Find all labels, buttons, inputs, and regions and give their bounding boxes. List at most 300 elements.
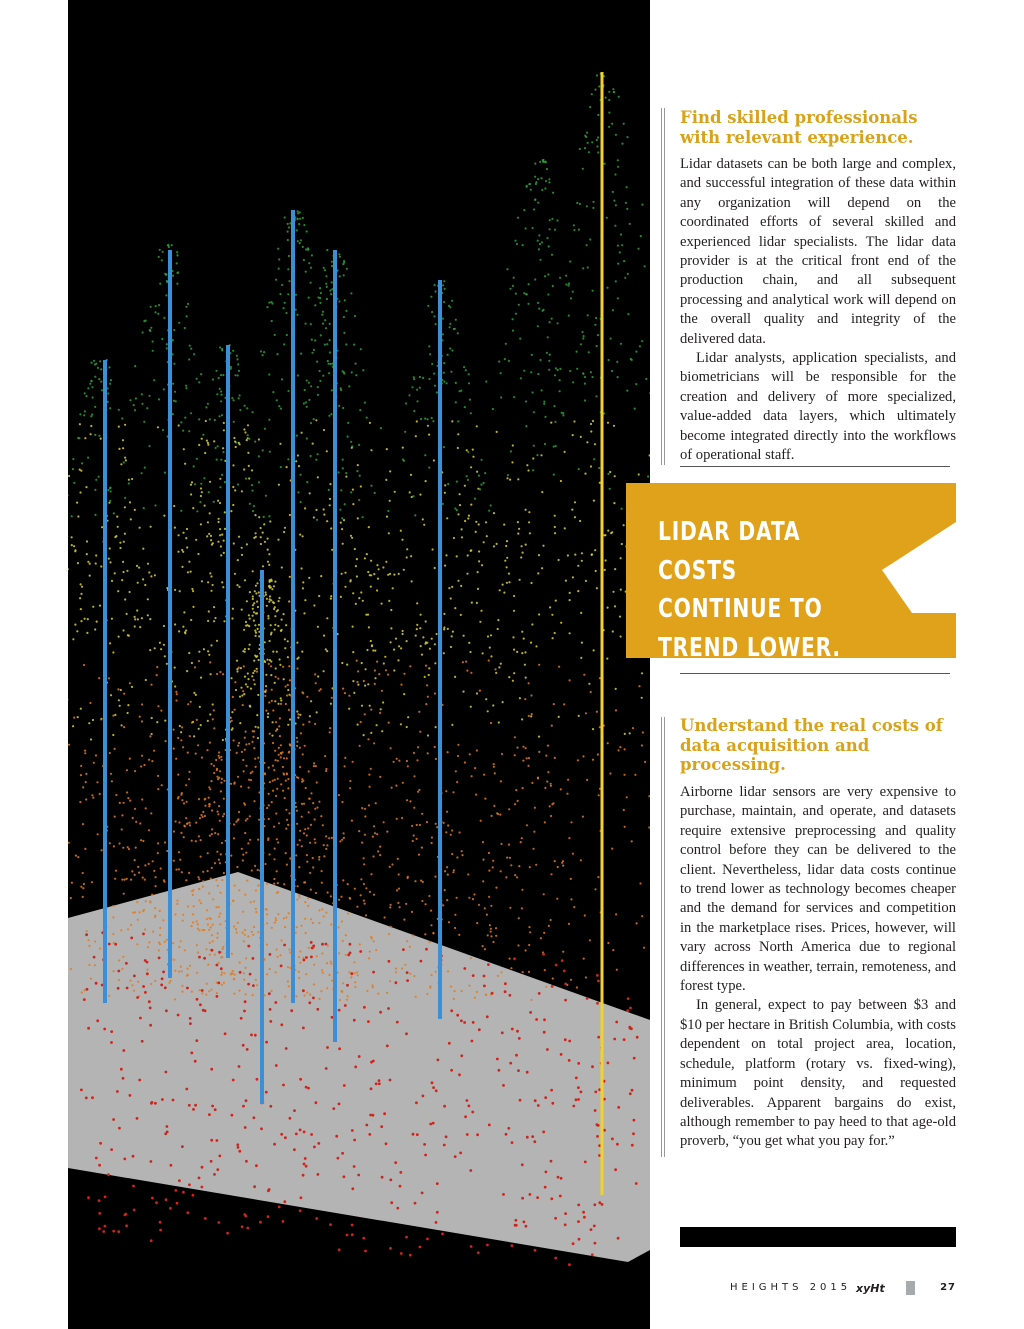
point-cloud-dot (188, 561, 190, 563)
point-cloud-dot (390, 926, 392, 928)
point-cloud-dot (457, 433, 459, 435)
point-cloud-dot (137, 618, 139, 620)
point-cloud-dot (298, 956, 300, 958)
ground-point-dot (177, 1014, 180, 1017)
point-cloud-dot (470, 504, 472, 506)
point-cloud-dot (451, 829, 453, 831)
ground-point-dot (321, 943, 324, 946)
point-cloud-dot (457, 447, 459, 449)
point-cloud-dot (306, 406, 308, 408)
point-cloud-dot (478, 550, 480, 552)
point-cloud-dot (364, 402, 366, 404)
ground-point-dot (554, 1217, 557, 1220)
point-cloud-dot (253, 800, 255, 802)
point-cloud-dot (192, 921, 194, 923)
point-cloud-dot (479, 621, 481, 623)
point-cloud-dot (217, 541, 219, 543)
point-cloud-dot (309, 872, 311, 874)
point-cloud-dot (595, 317, 597, 319)
point-cloud-dot (540, 177, 542, 179)
point-cloud-dot (132, 912, 134, 914)
point-cloud-dot (274, 700, 276, 702)
point-cloud-dot (531, 623, 533, 625)
ground-point-dot (357, 1174, 360, 1177)
point-cloud-dot (352, 489, 354, 491)
point-cloud-dot (254, 514, 256, 516)
ground-point-dot (631, 1144, 634, 1147)
point-cloud-dot (313, 964, 315, 966)
point-cloud-dot (578, 468, 580, 470)
point-cloud-dot (188, 430, 190, 432)
point-cloud-dot (376, 661, 378, 663)
point-cloud-dot (392, 587, 394, 589)
ground-point-dot (591, 1253, 594, 1256)
point-cloud-dot (541, 241, 543, 243)
point-cloud-dot (419, 731, 421, 733)
point-cloud-dot (154, 574, 156, 576)
point-cloud-dot (490, 905, 492, 907)
point-cloud-dot (222, 451, 224, 453)
point-cloud-dot (443, 381, 445, 383)
point-cloud-dot (514, 754, 516, 756)
point-cloud-dot (285, 780, 287, 782)
point-cloud-dot (297, 717, 299, 719)
point-cloud-dot (162, 919, 164, 921)
point-cloud-dot (152, 350, 154, 352)
point-cloud-dot (145, 320, 147, 322)
point-cloud-dot (370, 768, 372, 770)
point-cloud-dot (325, 770, 327, 772)
point-cloud-dot (554, 421, 556, 423)
point-cloud-dot (451, 420, 453, 422)
point-cloud-dot (252, 736, 254, 738)
point-cloud-dot (163, 625, 165, 627)
point-cloud-dot (269, 451, 271, 453)
point-cloud-dot (626, 796, 628, 798)
point-cloud-dot (300, 501, 302, 503)
point-cloud-dot (214, 419, 216, 421)
point-cloud-dot (409, 973, 411, 975)
point-cloud-dot (267, 538, 269, 540)
point-cloud-dot (638, 473, 640, 475)
point-cloud-dot (522, 244, 524, 246)
point-cloud-dot (127, 928, 129, 930)
point-cloud-dot (444, 565, 446, 567)
point-cloud-dot (198, 929, 200, 931)
point-cloud-dot (186, 801, 188, 803)
point-cloud-dot (420, 418, 422, 420)
point-cloud-dot (482, 859, 484, 861)
point-cloud-dot (283, 613, 285, 615)
point-cloud-dot (299, 747, 301, 749)
point-cloud-dot (299, 830, 301, 832)
point-cloud-dot (278, 725, 280, 727)
point-cloud-dot (247, 842, 249, 844)
point-cloud-dot (431, 311, 433, 313)
point-cloud-dot (323, 844, 325, 846)
point-cloud-dot (393, 574, 395, 576)
point-cloud-dot (545, 755, 547, 757)
point-cloud-dot (356, 681, 358, 683)
ground-point-dot (563, 970, 566, 973)
point-cloud-dot (639, 882, 641, 884)
ground-point-dot (85, 1097, 88, 1100)
point-cloud-dot (283, 883, 285, 885)
point-cloud-dot (243, 665, 245, 667)
point-cloud-dot (300, 732, 302, 734)
point-cloud-dot (401, 817, 403, 819)
point-cloud-dot (297, 212, 299, 214)
point-cloud-dot (269, 595, 271, 597)
point-cloud-dot (299, 950, 301, 952)
point-cloud-dot (245, 743, 247, 745)
point-cloud-dot (496, 543, 498, 545)
ground-point-dot (308, 1001, 311, 1004)
point-cloud-dot (381, 603, 383, 605)
point-cloud-dot (129, 800, 131, 802)
point-cloud-dot (173, 860, 175, 862)
point-cloud-dot (264, 691, 266, 693)
point-cloud-dot (253, 602, 255, 604)
point-cloud-dot (518, 528, 520, 530)
point-cloud-dot (238, 990, 240, 992)
point-cloud-dot (623, 123, 625, 125)
ground-point-dot (216, 964, 219, 967)
point-cloud-dot (273, 602, 275, 604)
point-cloud-dot (236, 584, 238, 586)
ground-point-dot (518, 1037, 521, 1040)
ground-point-dot (246, 1048, 249, 1051)
point-cloud-dot (497, 975, 499, 977)
point-cloud-dot (532, 457, 534, 459)
point-cloud-dot (181, 985, 183, 987)
ground-point-dot (247, 983, 250, 986)
point-cloud-dot (211, 809, 213, 811)
point-cloud-dot (555, 367, 557, 369)
point-cloud-dot (173, 830, 175, 832)
ground-point-dot (388, 960, 391, 963)
point-cloud-dot (562, 865, 564, 867)
point-cloud-dot (389, 470, 391, 472)
point-cloud-dot (385, 561, 387, 563)
point-cloud-dot (574, 554, 576, 556)
ground-point-dot (496, 1058, 499, 1061)
point-cloud-dot (297, 210, 299, 212)
point-cloud-dot (413, 775, 415, 777)
point-cloud-dot (528, 521, 530, 523)
ground-point-dot (253, 1116, 256, 1119)
point-cloud-dot (287, 689, 289, 691)
point-cloud-dot (608, 91, 610, 93)
ground-point-dot (125, 962, 128, 965)
point-cloud-dot (620, 343, 622, 345)
point-cloud-dot (164, 841, 166, 843)
point-cloud-dot (246, 880, 248, 882)
point-cloud-dot (464, 761, 466, 763)
ground-point-dot (572, 1105, 575, 1108)
point-cloud-dot (361, 807, 363, 809)
ground-point-dot (515, 1054, 518, 1057)
point-cloud-dot (452, 791, 454, 793)
point-cloud-dot (277, 913, 279, 915)
point-cloud-dot (211, 867, 213, 869)
point-cloud-dot (131, 478, 133, 480)
point-cloud-dot (513, 672, 515, 674)
point-cloud-dot (256, 668, 258, 670)
point-cloud-dot (245, 765, 247, 767)
point-cloud-dot (209, 481, 211, 483)
point-cloud-dot (419, 376, 421, 378)
point-cloud-dot (462, 691, 464, 693)
point-cloud-dot (242, 859, 244, 861)
point-cloud-dot (512, 285, 514, 287)
point-cloud-dot (565, 275, 567, 277)
point-cloud-dot (468, 515, 470, 517)
point-cloud-dot (82, 786, 84, 788)
point-cloud-dot (186, 546, 188, 548)
point-cloud-dot (582, 267, 584, 269)
point-cloud-dot (159, 249, 161, 251)
point-cloud-dot (243, 693, 245, 695)
point-cloud-dot (567, 284, 569, 286)
point-cloud-dot (597, 334, 599, 336)
point-cloud-dot (221, 971, 223, 973)
point-cloud-dot (302, 535, 304, 537)
point-cloud-dot (550, 783, 552, 785)
point-cloud-dot (527, 303, 529, 305)
point-cloud-dot (364, 713, 366, 715)
ground-point-dot (91, 1096, 94, 1099)
ground-point-dot (196, 998, 199, 1001)
point-cloud-dot (312, 443, 314, 445)
point-cloud-dot (557, 866, 559, 868)
point-cloud-dot (254, 758, 256, 760)
point-cloud-dot (157, 788, 159, 790)
point-cloud-dot (446, 517, 448, 519)
point-cloud-dot (558, 716, 560, 718)
ground-point-dot (505, 1133, 508, 1136)
point-cloud-dot (270, 660, 272, 662)
point-cloud-dot (313, 516, 315, 518)
ground-point-dot (443, 1105, 446, 1108)
point-cloud-dot (567, 554, 569, 556)
point-cloud-dot (129, 591, 131, 593)
point-cloud-dot (539, 359, 541, 361)
point-cloud-dot (323, 855, 325, 857)
point-cloud-dot (253, 747, 255, 749)
point-cloud-dot (460, 614, 462, 616)
point-cloud-dot (546, 781, 548, 783)
point-cloud-dot (276, 610, 278, 612)
point-cloud-dot (427, 696, 429, 698)
point-cloud-dot (370, 709, 372, 711)
point-cloud-dot (612, 309, 614, 311)
point-cloud-dot (179, 725, 181, 727)
point-cloud-dot (566, 793, 568, 795)
point-cloud-dot (617, 245, 619, 247)
point-cloud-dot (449, 347, 451, 349)
point-cloud-dot (343, 519, 345, 521)
ground-point-dot (280, 1023, 283, 1026)
point-cloud-dot (219, 913, 221, 915)
point-cloud-dot (416, 838, 418, 840)
ground-point-dot (584, 1161, 587, 1164)
point-cloud-dot (587, 314, 589, 316)
point-cloud-dot (469, 651, 471, 653)
point-cloud-dot (232, 608, 234, 610)
point-cloud-dot (201, 580, 203, 582)
point-cloud-dot (146, 969, 148, 971)
point-cloud-dot (331, 549, 333, 551)
point-cloud-dot (132, 817, 134, 819)
point-cloud-dot (124, 424, 126, 426)
point-cloud-dot (120, 689, 122, 691)
point-cloud-dot (150, 306, 152, 308)
point-cloud-dot (400, 530, 402, 532)
point-cloud-dot (223, 972, 225, 974)
point-cloud-dot (326, 962, 328, 964)
point-cloud-dot (610, 532, 612, 534)
point-cloud-dot (168, 246, 170, 248)
ground-point-dot (190, 1052, 193, 1055)
point-cloud-dot (126, 570, 128, 572)
point-cloud-dot (256, 714, 258, 716)
point-cloud-dot (287, 239, 289, 241)
point-cloud-dot (499, 589, 501, 591)
point-cloud-dot (81, 991, 83, 993)
point-cloud-dot (512, 680, 514, 682)
point-cloud-dot (253, 660, 255, 662)
point-cloud-dot (280, 466, 282, 468)
point-cloud-dot (316, 361, 318, 363)
point-cloud-dot (175, 699, 177, 701)
point-cloud-dot (219, 862, 221, 864)
point-cloud-dot (255, 635, 257, 637)
point-cloud-dot (192, 507, 194, 509)
point-cloud-dot (271, 801, 273, 803)
point-cloud-dot (489, 647, 491, 649)
point-cloud-dot (257, 869, 259, 871)
point-cloud-dot (443, 362, 445, 364)
ground-point-dot (443, 1144, 446, 1147)
point-cloud-dot (257, 628, 259, 630)
point-cloud-dot (313, 762, 315, 764)
point-cloud-dot (212, 703, 214, 705)
point-cloud-dot (432, 548, 434, 550)
point-cloud-dot (572, 381, 574, 383)
ground-point-dot (248, 945, 251, 948)
point-cloud-dot (252, 411, 254, 413)
point-cloud-dot (560, 788, 562, 790)
point-cloud-dot (365, 887, 367, 889)
point-cloud-dot (204, 815, 206, 817)
point-cloud-dot (409, 800, 411, 802)
point-cloud-dot (96, 781, 98, 783)
point-cloud-dot (251, 490, 253, 492)
point-cloud-dot (234, 489, 236, 491)
ground-point-dot (313, 1146, 316, 1149)
point-cloud-dot (498, 361, 500, 363)
ground-point-dot (463, 967, 466, 970)
point-cloud-dot (180, 421, 182, 423)
point-cloud-dot (288, 709, 290, 711)
point-cloud-dot (269, 585, 271, 587)
point-cloud-dot (481, 459, 483, 461)
point-cloud-dot (590, 691, 592, 693)
ground-point-dot (593, 1225, 596, 1228)
point-cloud-dot (125, 459, 127, 461)
point-cloud-dot (597, 114, 599, 116)
point-cloud-dot (152, 931, 154, 933)
point-cloud-dot (279, 443, 281, 445)
point-cloud-dot (534, 176, 536, 178)
point-cloud-dot (496, 431, 498, 433)
point-cloud-dot (200, 483, 202, 485)
point-cloud-dot (254, 441, 256, 443)
point-cloud-dot (275, 667, 277, 669)
point-cloud-dot (248, 477, 250, 479)
ground-point-dot (561, 959, 564, 962)
ground-point-dot (123, 1158, 126, 1161)
point-cloud-dot (94, 964, 96, 966)
point-cloud-dot (478, 523, 480, 525)
ground-point-dot (162, 971, 165, 974)
ground-point-dot (122, 1077, 125, 1080)
point-cloud-dot (429, 987, 431, 989)
point-cloud-dot (364, 808, 366, 810)
point-cloud-dot (268, 701, 270, 703)
point-cloud-dot (196, 944, 198, 946)
point-cloud-dot (478, 560, 480, 562)
ground-point-dot (165, 1198, 168, 1201)
point-cloud-dot (594, 549, 596, 551)
point-cloud-dot (268, 853, 270, 855)
point-cloud-dot (296, 745, 298, 747)
point-cloud-dot (144, 879, 146, 881)
point-cloud-dot (614, 605, 616, 607)
point-cloud-dot (85, 781, 87, 783)
point-cloud-dot (587, 266, 589, 268)
point-cloud-dot (172, 275, 174, 277)
point-cloud-dot (118, 409, 120, 411)
point-cloud-dot (559, 379, 561, 381)
point-cloud-dot (166, 939, 168, 941)
ground-point-dot (525, 1225, 528, 1228)
point-cloud-dot (354, 548, 356, 550)
point-cloud-dot (236, 668, 238, 670)
point-cloud-dot (71, 544, 73, 546)
point-cloud-dot (356, 971, 358, 973)
point-cloud-dot (456, 481, 458, 483)
point-cloud-dot (124, 533, 126, 535)
point-cloud-dot (583, 335, 585, 337)
ground-point-dot (218, 1155, 221, 1158)
point-cloud-dot (326, 987, 328, 989)
point-cloud-dot (508, 573, 510, 575)
point-cloud-dot (255, 612, 257, 614)
ground-point-dot (368, 1133, 371, 1136)
point-cloud-dot (638, 685, 640, 687)
point-cloud-dot (641, 672, 643, 674)
ground-point-dot (303, 1163, 306, 1166)
point-cloud-dot (262, 532, 264, 534)
lidar-point-cloud-image (68, 0, 650, 1329)
point-cloud-dot (339, 509, 341, 511)
point-cloud-dot (525, 400, 527, 402)
point-cloud-dot (647, 475, 649, 477)
point-cloud-dot (560, 480, 562, 482)
ground-point-dot (577, 1204, 580, 1207)
